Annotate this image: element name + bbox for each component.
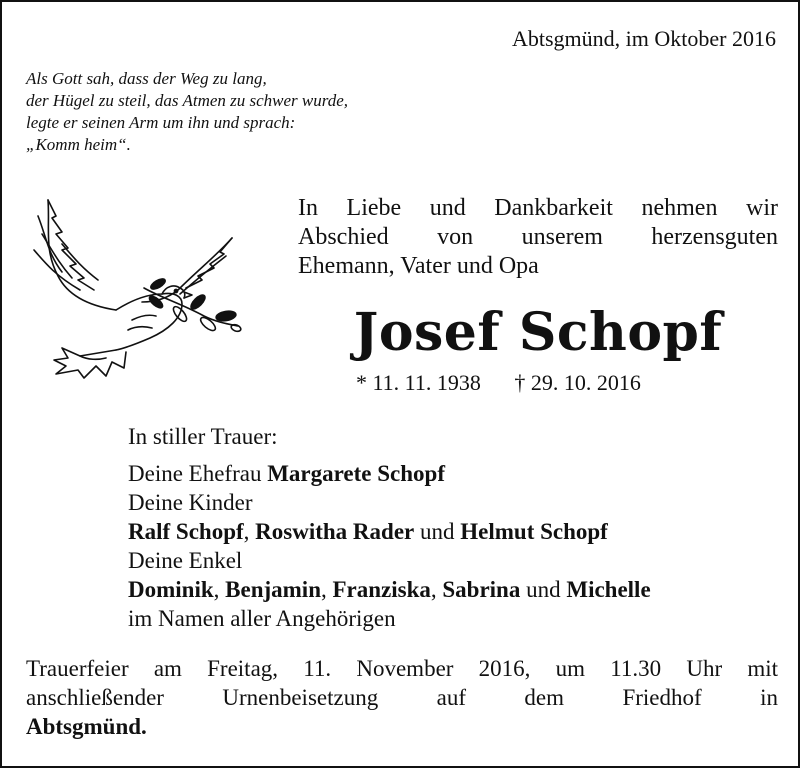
- child-name: Ralf Schopf: [128, 519, 244, 544]
- intro-line: Abschied von unserem herzensguten: [298, 224, 778, 250]
- child-name: Roswitha Rader: [255, 519, 415, 544]
- poem-line: „Komm heim“.: [26, 135, 131, 154]
- mourners-section: [128, 422, 788, 633]
- death-symbol: †: [514, 370, 526, 395]
- birth-date: 11. 11. 1938: [372, 370, 481, 395]
- wife-line: [128, 459, 788, 488]
- poem-line: Als Gott sah, dass der Weg zu lang,: [26, 69, 267, 88]
- service-line: anschließender Urnenbeisetzung auf dem Friedhof in: [26, 685, 778, 710]
- service-location: Abtsgmünd.: [26, 714, 147, 739]
- intro-line: In Liebe und Dankbarkeit nehmen wir: [298, 195, 778, 221]
- grandchild-name: Benjamin: [225, 577, 321, 602]
- grandchild-name: Dominik: [128, 577, 214, 602]
- separator: und: [526, 577, 561, 602]
- intro-line: Ehemann, Vater und Opa: [298, 253, 539, 279]
- service-info: [26, 654, 778, 741]
- separator: und: [420, 519, 455, 544]
- intro-text: [298, 194, 778, 281]
- poem: [26, 68, 486, 156]
- wife-name: Margarete Schopf: [267, 461, 445, 486]
- child-name: Helmut Schopf: [460, 519, 608, 544]
- grandchild-name: Michelle: [566, 577, 651, 602]
- mourning-heading: In stiller Trauer:: [128, 424, 278, 449]
- poem-line: der Hügel zu steil, das Atmen zu schwer wurde,: [26, 91, 349, 110]
- closing-line: im Namen aller Angehörigen: [128, 606, 396, 631]
- dove-with-olive-branch-icon: [32, 198, 242, 380]
- deceased-name: Josef Schopf: [353, 302, 723, 363]
- separator: ,: [243, 519, 250, 544]
- separator: ,: [430, 577, 437, 602]
- separator: ,: [213, 577, 220, 602]
- service-line: Trauerfeier am Freitag, 11. November 2016, um 11.30 Uhr mit: [26, 656, 778, 681]
- grandchild-name: Sabrina: [442, 577, 521, 602]
- poem-line: legte er seinen Arm um ihn und sprach:: [26, 113, 296, 132]
- grandchildren-line: [128, 575, 788, 604]
- birth-symbol: *: [356, 370, 367, 395]
- children-line: [128, 517, 788, 546]
- grandchild-name: Franziska: [332, 577, 431, 602]
- grandchildren-label: Deine Enkel: [128, 548, 243, 573]
- separator: ,: [320, 577, 327, 602]
- wife-label: Deine Ehefrau: [128, 461, 262, 486]
- death-date: 29. 10. 2016: [530, 370, 641, 395]
- place-date: Abtsgmünd, im Oktober 2016: [512, 26, 776, 51]
- children-label: Deine Kinder: [128, 490, 253, 515]
- life-dates: [356, 370, 736, 396]
